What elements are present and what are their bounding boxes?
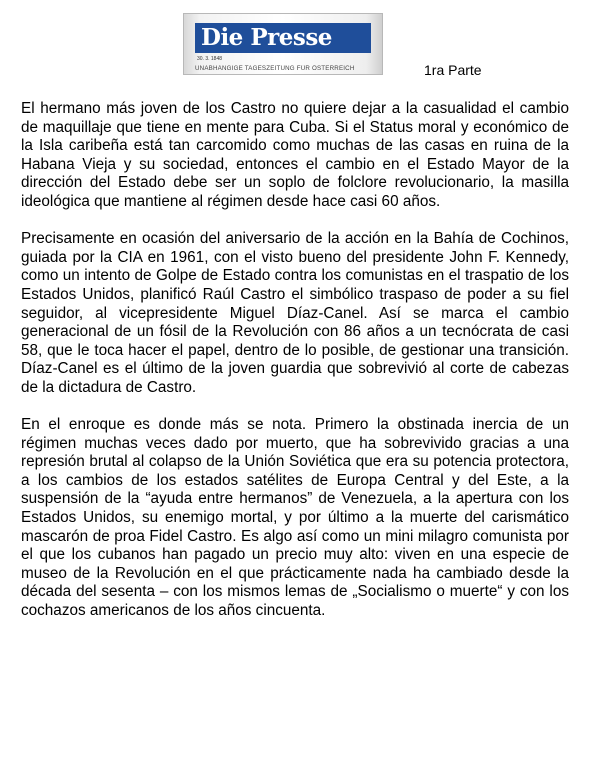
article-paragraph-3: En el enroque es donde más se nota. Primero la obstinada inercia de un régimen muchas veces dado por muerto, que ha sobrevivido gracias a una represión brutal al colapso de la Unión Soviética que era su potencia protectora, a los cambios de los estados satélites de Europa Central y del Este, a la suspensión de la “ayuda entre hermanos” de Venezuela, a la apertura con los Estados Unidos, su enemigo mortal, y por último a la muerte del carismático mascarón de proa Fidel Castro. Es algo así como un mini milagro comunista por el que los cubanos han pagado un precio muy alto: viven en una especie de museo de la Revolución en el que prácticamente nada ha cambiado desde la década del sesenta – con los mismos lemas de „Socialismo o muerte“ y con los cochazos americanos de los años cincuenta. [21, 416, 569, 620]
article-paragraph-2: Precisamente en ocasión del aniversario de la acción en la Bahía de Cochinos, guiada por la CIA en 1961, con el visto bueno del presidente John F. Kennedy, como un intento de Golpe de Estado contra los comunistas en el traspatio de los Estados Unidos, planificó Raúl Castro el simbólico traspaso de poder a su fiel seguidor, al vicepresidente Miguel Díaz-Canel. Así se marca el cambio generacional de un fósil de la Revolución con 86 años a un tecnócrata de casi 58, que le toca hacer el papel, dentro de lo posible, de gestionar una transición. Díaz-Canel es el último de la joven guardia que sobrevivió al corte de cabezas de la dictadura de Castro. [21, 230, 569, 396]
logo-date: 30. 3. 1848 [197, 56, 223, 62]
newspaper-logo [183, 13, 383, 75]
article-body [21, 100, 569, 639]
logo-tagline: UNABHÄNGIGE TAGESZEITUNG FÜR ÖSTERREICH [195, 65, 355, 72]
article-paragraph-1: El hermano más joven de los Castro no quiere dejar a la casualidad el cambio de maquillaje que tiene en mente para Cuba. Si el Status moral y económico de la Isla caribeña está tan carcomido como muchas de las casas en ruina de la Habana Vieja y su sociedad, entonces el cambio en el Estado Mayor de la dirección del Estado debe ser un soplo de folclore revolucionario, la masilla ideológica que mantiene al régimen desde hace casi 60 años. [21, 100, 569, 210]
part-label: 1ra Parte [424, 62, 482, 78]
logo-masthead: Die Presse [195, 23, 371, 53]
